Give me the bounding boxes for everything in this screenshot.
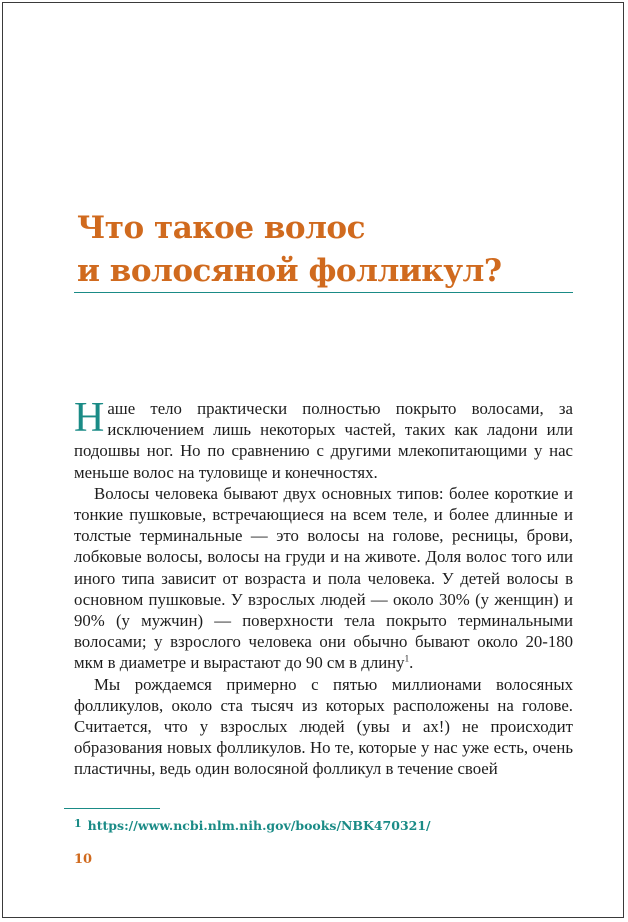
paragraph-3 bbox=[74, 674, 573, 780]
footnote-divider bbox=[64, 808, 160, 809]
paragraph-1-text: аше тело практически полностью покрыто волосами, за исключением лишь некоторых частей, таких как ладони или подошвы ног. Но по сравнению с другими млекопитающими у нас меньше волос на туловище и конечностях. bbox=[74, 399, 573, 482]
drop-cap: Н bbox=[74, 395, 105, 441]
paragraph-3-text: Мы рождаемся примерно с пятью миллионами волосяных фолликулов, около ста тысяч из которых расположены на голове. Считается, что у взрослых людей (увы и ах!) не происходит образования новых фолликулов. Но те, которые у нас уже есть, очень пластичны, ведь один волосяной фолликул в течение своей bbox=[74, 674, 573, 779]
footnote bbox=[74, 818, 594, 833]
body-text bbox=[74, 395, 573, 780]
footnote-number: 1 bbox=[74, 817, 82, 830]
title-divider bbox=[74, 292, 573, 293]
chapter-title-line-2: и волосяной фолликул? bbox=[77, 253, 502, 289]
paragraph-1 bbox=[74, 395, 573, 483]
footnote-reference[interactable]: 1 bbox=[404, 653, 410, 664]
paragraph-2-end: . bbox=[409, 653, 414, 673]
paragraph-2-text: Волосы человека бывают двух основных типов: более короткие и тонкие пушковые, встречающиеся на всем теле, и более длинные и толстые терминальные — это волосы на голове, ресницы, брови, лобковые волосы, волосы на груди и на животе. Доля волос того или иного типа зависит от возраста и пола человека. У детей волосы в основном пушковые. У взрослых людей — около 30% (у женщин) и 90% (у мужчин) — поверхности тела покрыто терминальными волосами; у взрослого человека они обычно бывают около 20-180 мкм в диаметре и вырастают до 90 см в длину bbox=[74, 483, 573, 673]
chapter-title-line-1: Что такое волос bbox=[77, 210, 365, 246]
footnote-link[interactable]: https://www.ncbi.nlm.nih.gov/books/NBK470321/ bbox=[87, 818, 431, 833]
paragraph-2 bbox=[74, 483, 573, 674]
page-number: 10 bbox=[74, 852, 93, 867]
chapter-title bbox=[77, 207, 597, 293]
